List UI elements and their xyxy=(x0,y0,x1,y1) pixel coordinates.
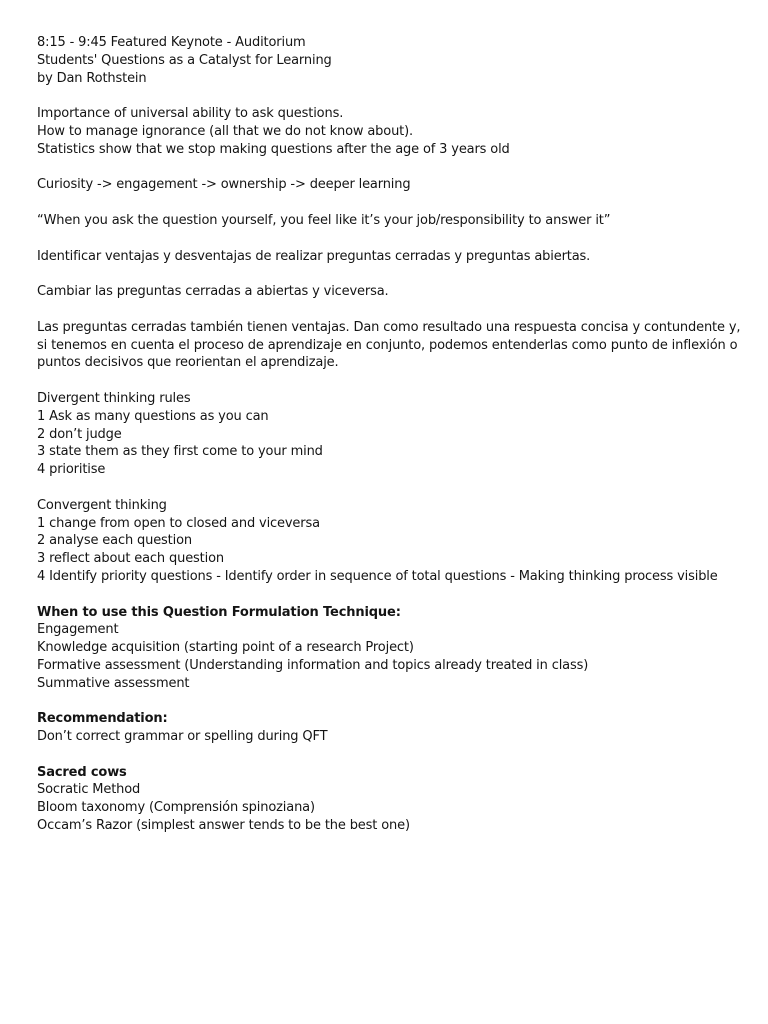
divergent-title: Divergent thinking rules xyxy=(37,390,191,406)
spacer xyxy=(37,372,737,390)
list-item: 1 change from open to closed and viceversa xyxy=(37,515,320,531)
cambiar-text: Cambiar las preguntas cerradas a abiertas y viceversa. xyxy=(37,284,389,300)
sacred-cows-section xyxy=(37,764,737,835)
list-item: 3 state them as they first come to your mind xyxy=(37,444,323,460)
when-to-use-section xyxy=(37,604,737,693)
curiosity-chain: Curiosity -> engagement -> ownership -> deeper learning xyxy=(37,177,411,193)
list-item: Bloom taxonomy (Comprensión spinoziana) xyxy=(37,800,315,816)
convergent-title: Convergent thinking xyxy=(37,497,167,513)
list-item: Summative assessment xyxy=(37,675,190,691)
spacer xyxy=(37,194,737,212)
list-item: 1 Ask as many questions as you can xyxy=(37,408,269,424)
spacer xyxy=(37,159,737,177)
identificar-text: Identificar ventajas y desventajas de realizar preguntas cerradas y preguntas abiertas. xyxy=(37,248,591,264)
list-item: Don’t correct grammar or spelling during QFT xyxy=(37,729,328,745)
spacer xyxy=(37,265,737,283)
cerradas-paragraph xyxy=(37,319,741,372)
document-page xyxy=(37,34,741,835)
spacer xyxy=(37,87,737,105)
recommendation-section xyxy=(37,710,737,746)
list-item: 2 analyse each question xyxy=(37,533,192,549)
spacer xyxy=(37,479,737,497)
spacer xyxy=(37,301,737,319)
spacer xyxy=(37,746,737,764)
list-item: Formative assessment (Understanding information and topics already treated in class) xyxy=(37,657,589,673)
keynote-header xyxy=(37,34,737,87)
list-item: 2 don’t judge xyxy=(37,426,122,442)
sacred-cows-title: Sacred cows xyxy=(37,764,127,780)
cerradas-line: Las preguntas cerradas también tienen ventajas. Dan como resultado una respuesta concisa y contundente y, xyxy=(37,319,741,335)
list-item: 4 prioritise xyxy=(37,462,106,478)
spacer xyxy=(37,586,737,604)
spacer xyxy=(37,692,737,710)
when-to-use-title: When to use this Question Formulation Technique: xyxy=(37,604,401,620)
keynote-time-location: 8:15 - 9:45 Featured Keynote - Auditorium xyxy=(37,35,306,50)
convergent-section xyxy=(37,497,737,586)
list-item: 4 Identify priority questions - Identify order in sequence of total questions - Making thinking process visible xyxy=(37,568,718,584)
list-item: Knowledge acquisition (starting point of a research Project) xyxy=(37,640,414,656)
quote-text: “When you ask the question yourself, you feel like it’s your job/responsibility to answer it” xyxy=(37,212,611,228)
cerradas-line: puntos decisivos que reorientan el aprendizaje. xyxy=(37,355,339,371)
intro-paragraph xyxy=(37,105,737,158)
recommendation-title: Recommendation: xyxy=(37,711,168,727)
list-item: 3 reflect about each question xyxy=(37,551,224,567)
list-item: Engagement xyxy=(37,622,119,638)
list-item: Socratic Method xyxy=(37,782,141,798)
intro-line: How to manage ignorance (all that we do not know about). xyxy=(37,123,414,139)
intro-line: Statistics show that we stop making questions after the age of 3 years old xyxy=(37,141,510,157)
list-item: Occam’s Razor (simplest answer tends to be the best one) xyxy=(37,818,410,834)
divergent-section xyxy=(37,390,737,479)
keynote-title: Students' Questions as a Catalyst for Learning xyxy=(37,52,332,68)
intro-line: Importance of universal ability to ask questions. xyxy=(37,106,344,122)
cerradas-line: si tenemos en cuenta el proceso de aprendizaje en conjunto, podemos entenderlas como punto de inflexión o xyxy=(37,337,738,353)
spacer xyxy=(37,230,737,248)
keynote-speaker: by Dan Rothstein xyxy=(37,70,147,86)
